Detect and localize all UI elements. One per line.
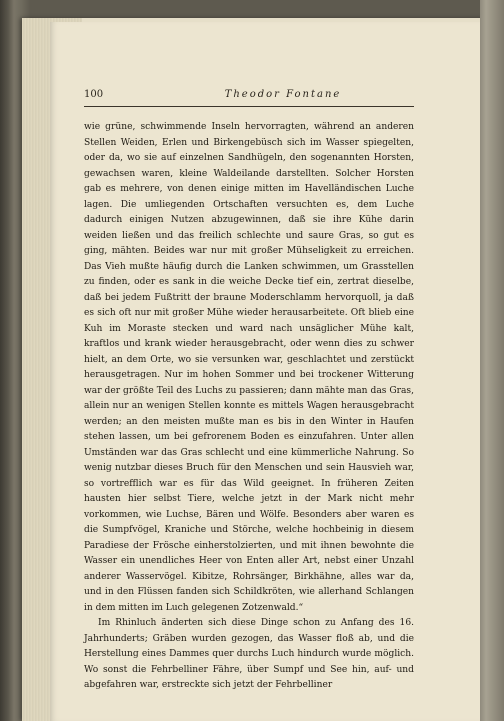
- paragraph-2: Im Rhinluch änderten sich diese Dinge schon zu Anfang des 16. Jahrhunderts; Gräben wurden gezogen, das Wasser floß ab, und die Herstellung eines Dammes quer durchs Luch hindurch wurde möglich. Wo sonst die Fehrbelliner Fähre, über Sumpf und See hin, auf- und abgefahren war, erstreckte sich jetzt der Fehrbelliner: [84, 618, 414, 690]
- running-title: Theodor Fontane: [224, 89, 342, 100]
- page-number: 100: [84, 89, 104, 100]
- header-rule: [84, 106, 414, 107]
- page-header: [84, 89, 414, 105]
- body-text: [84, 120, 414, 694]
- book-cover-edge: [480, 0, 504, 721]
- paragraph-1: wie grüne, schwimmende Inseln hervorragten, während an anderen Stellen Weiden, Erlen und Birkengebüsch sich im Wasser spiegelten, oder da, wo sie auf einzelnen Sandhügeln, den sogenannten Horsten, gewachsen waren, kleine Waldeilande darstellten. Solcher Horsten gab es mehrere, von denen einige mitten im Havelländischen Luche lagen. Die umliegenden Ortschaften versuchten es, dem Luche dadurch einigen Nutzen abzugewinnen, daß sie ihre Kühe darin weiden ließen und das freilich schlechte und saure Gras, so gut es ging, mähten. Beides war nur mit großer Mühseligkeit zu erreichen. Das Vieh mußte häufig durch die Lanken schwimmen, um Grasstellen zu finden, oder es sank in die weiche Decke tief ein, zertrat dieselbe, daß bei jedem Fußtritt der braune Moderschlamm hervorquoll, ja daß es sich oft nur mit großer Mühe wieder herausarbeitete. Oft blieb eine Kuh im Moraste stecken und ward nach unsäglicher Mühe kalt, kraftlos und krank wieder herausgebracht, oder wenn dies zu schwer hielt, an dem Orte, wo sie versunken war, geschlachtet und zerstückt herausgetragen. Nur im hohen Sommer und bei trockener Witterung war der größte Teil des Luchs zu passieren; dann mähte man das Gras, allein nur an wenigen Stellen konnte es mittels Wagen herausgebracht werden; an den meisten mußte man es bis in den Winter in Haufen stehen lassen, um bei gefrorenem Boden es einzufahren. Unter allen Umständen war das Gras schlecht und eine kümmerliche Nahrung. So wenig nutzbar dieses Bruch für den Menschen und sein Hausvieh war, so vortrefflich war es für das Wild geeignet. In früheren Zeiten hausten hier selbst Tiere, welche jetzt in der Mark nicht mehr vorkommen, wie Luchse, Bären und Wölfe. Besonders aber waren es die Sumpfvögel, Kraniche und Störche, welche hochbeinig in diesem Paradiese der Frösche einherstolzierten, und mit ihnen bewohnte die Wasser ein unendliches Heer von Enten aller Art, nebst einer Unzahl anderer Wasservögel. Kibitze, Rohrsänger, Birkhähne, alles war da, und in den Flüssen fanden sich Schildkröten, wie allerhand Schlangen in dem mitten im Luch gelegenen Zotzenwald.“: [84, 122, 414, 613]
